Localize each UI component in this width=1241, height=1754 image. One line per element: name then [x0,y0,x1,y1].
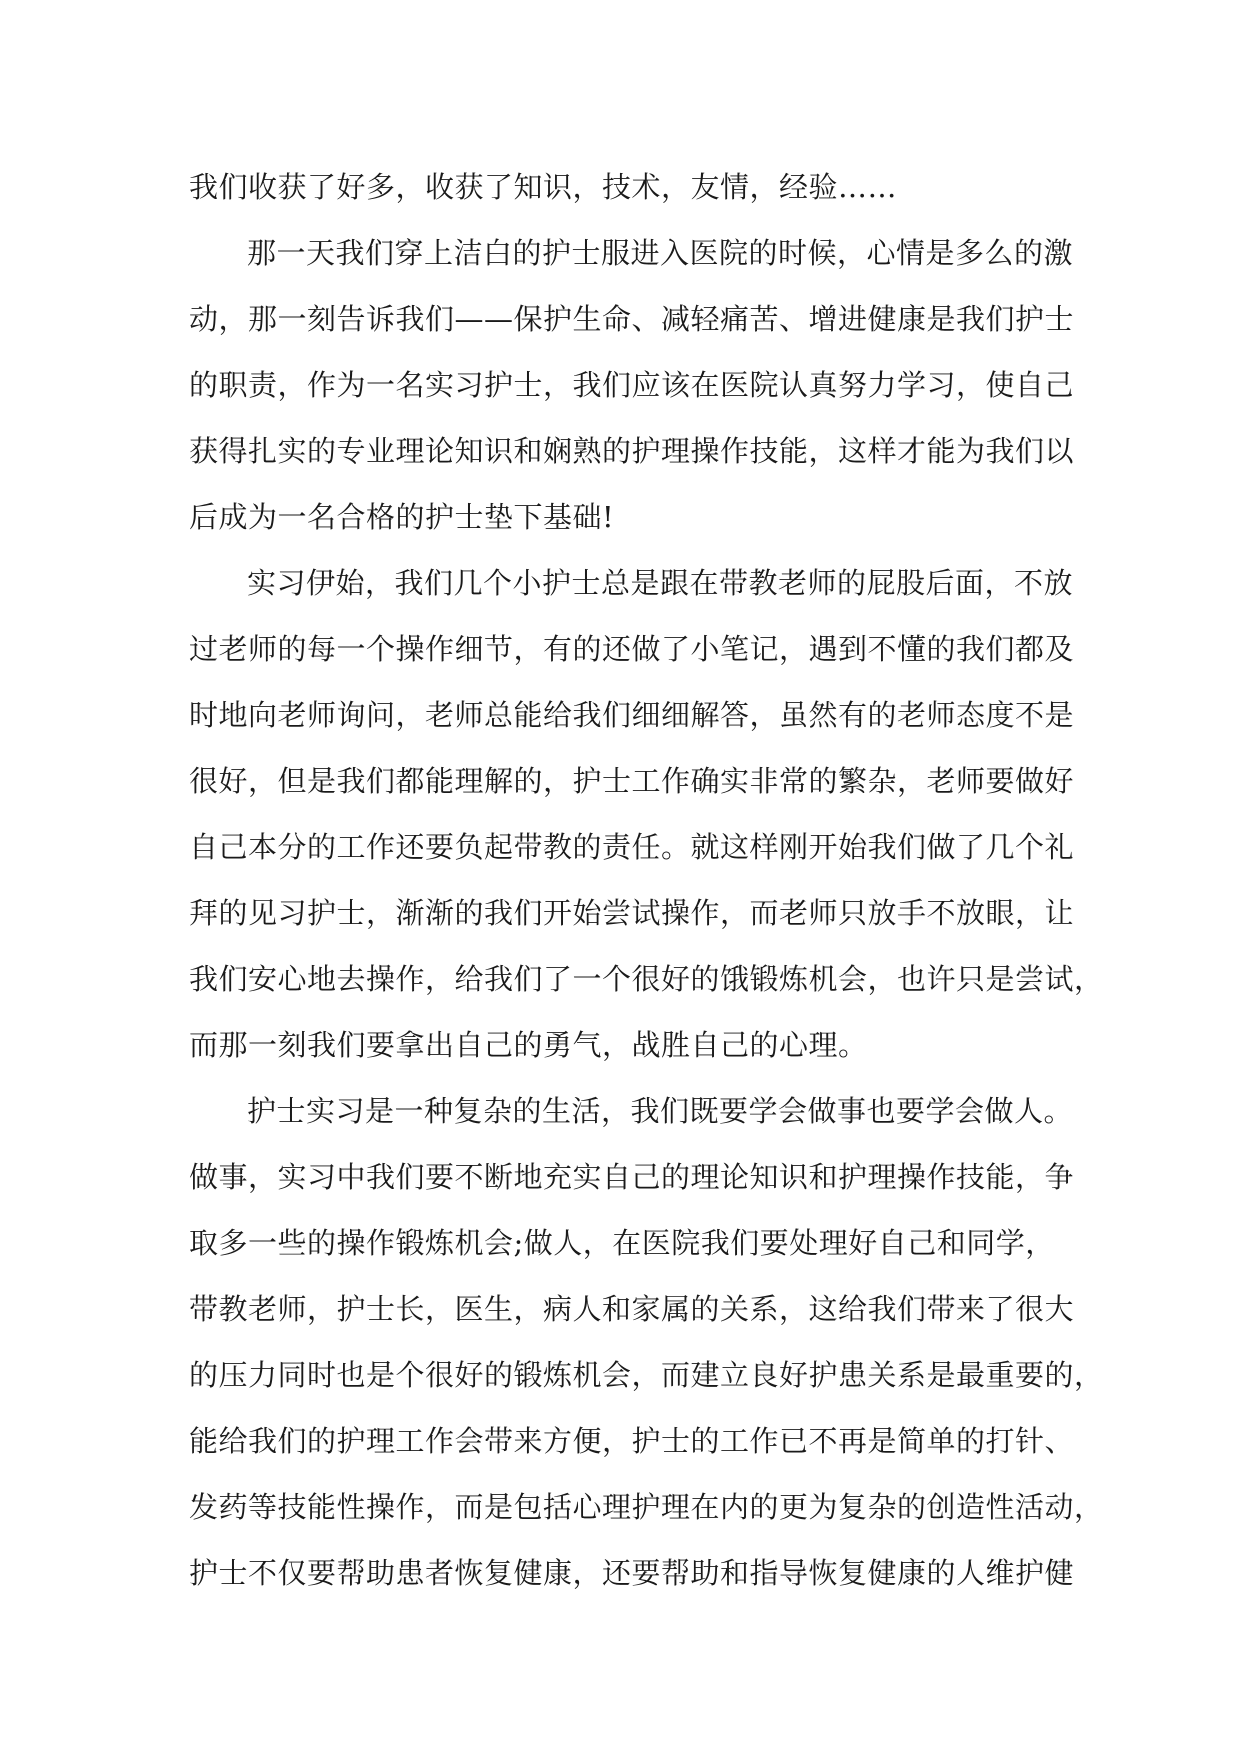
text-line: 拜的见习护士，渐渐的我们开始尝试操作，而老师只放手不放眼，让 [189,896,1075,930]
text-line: 过老师的每一个操作细节，有的还做了小笔记，遇到不懂的我们都及 [189,632,1075,666]
text-line: 时地向老师询问，老师总能给我们细细解答，虽然有的老师态度不是 [189,698,1075,732]
text-line: 很好，但是我们都能理解的，护士工作确实非常的繁杂，老师要做好 [189,764,1075,798]
text-line: 而那一刻我们要拿出自己的勇气，战胜自己的心理。 [189,1028,868,1062]
text-line: 后成为一名合格的护士垫下基础! [189,500,615,534]
text-line: 做事，实习中我们要不断地充实自己的理论知识和护理操作技能，争 [189,1160,1075,1194]
text-line: 我们安心地去操作，给我们了一个很好的饿锻炼机会，也许只是尝试， [189,962,1104,996]
text-line: 的职责，作为一名实习护士，我们应该在医院认真努力学习，使自己 [189,368,1075,402]
text-line: 获得扎实的专业理论知识和娴熟的护理操作技能，这样才能为我们以 [189,434,1075,468]
paragraph-start-line: 实习伊始，我们几个小护士总是跟在带教老师的屁股后面，不放 [247,566,1074,600]
text-line: 取多一些的操作锻炼机会;做人，在医院我们要处理好自己和同学， [189,1226,1055,1260]
text-line: 我们收获了好多，收获了知识，技术，友情，经验…… [189,170,898,204]
text-line: 的压力同时也是个很好的锻炼机会，而建立良好护患关系是最重要的， [189,1358,1104,1392]
text-line: 带教老师，护士长，医生，病人和家属的关系，这给我们带来了很大 [189,1292,1075,1326]
paragraph-start-line: 护士实习是一种复杂的生活，我们既要学会做事也要学会做人。 [247,1094,1074,1128]
text-line: 动，那一刻告诉我们——保护生命、减轻痛苦、增进健康是我们护士 [189,302,1075,336]
paragraph-start-line: 那一天我们穿上洁白的护士服进入医院的时候，心情是多么的激 [247,236,1074,270]
text-line: 护士不仅要帮助患者恢复健康，还要帮助和指导恢复健康的人维护健 [189,1556,1075,1590]
text-line: 发药等技能性操作，而是包括心理护理在内的更为复杂的创造性活动， [189,1490,1104,1524]
text-line: 能给我们的护理工作会带来方便，护士的工作已不再是简单的打针、 [189,1424,1075,1458]
text-line: 自己本分的工作还要负起带教的责任。就这样刚开始我们做了几个礼 [189,830,1075,864]
document-body [189,154,1104,1606]
